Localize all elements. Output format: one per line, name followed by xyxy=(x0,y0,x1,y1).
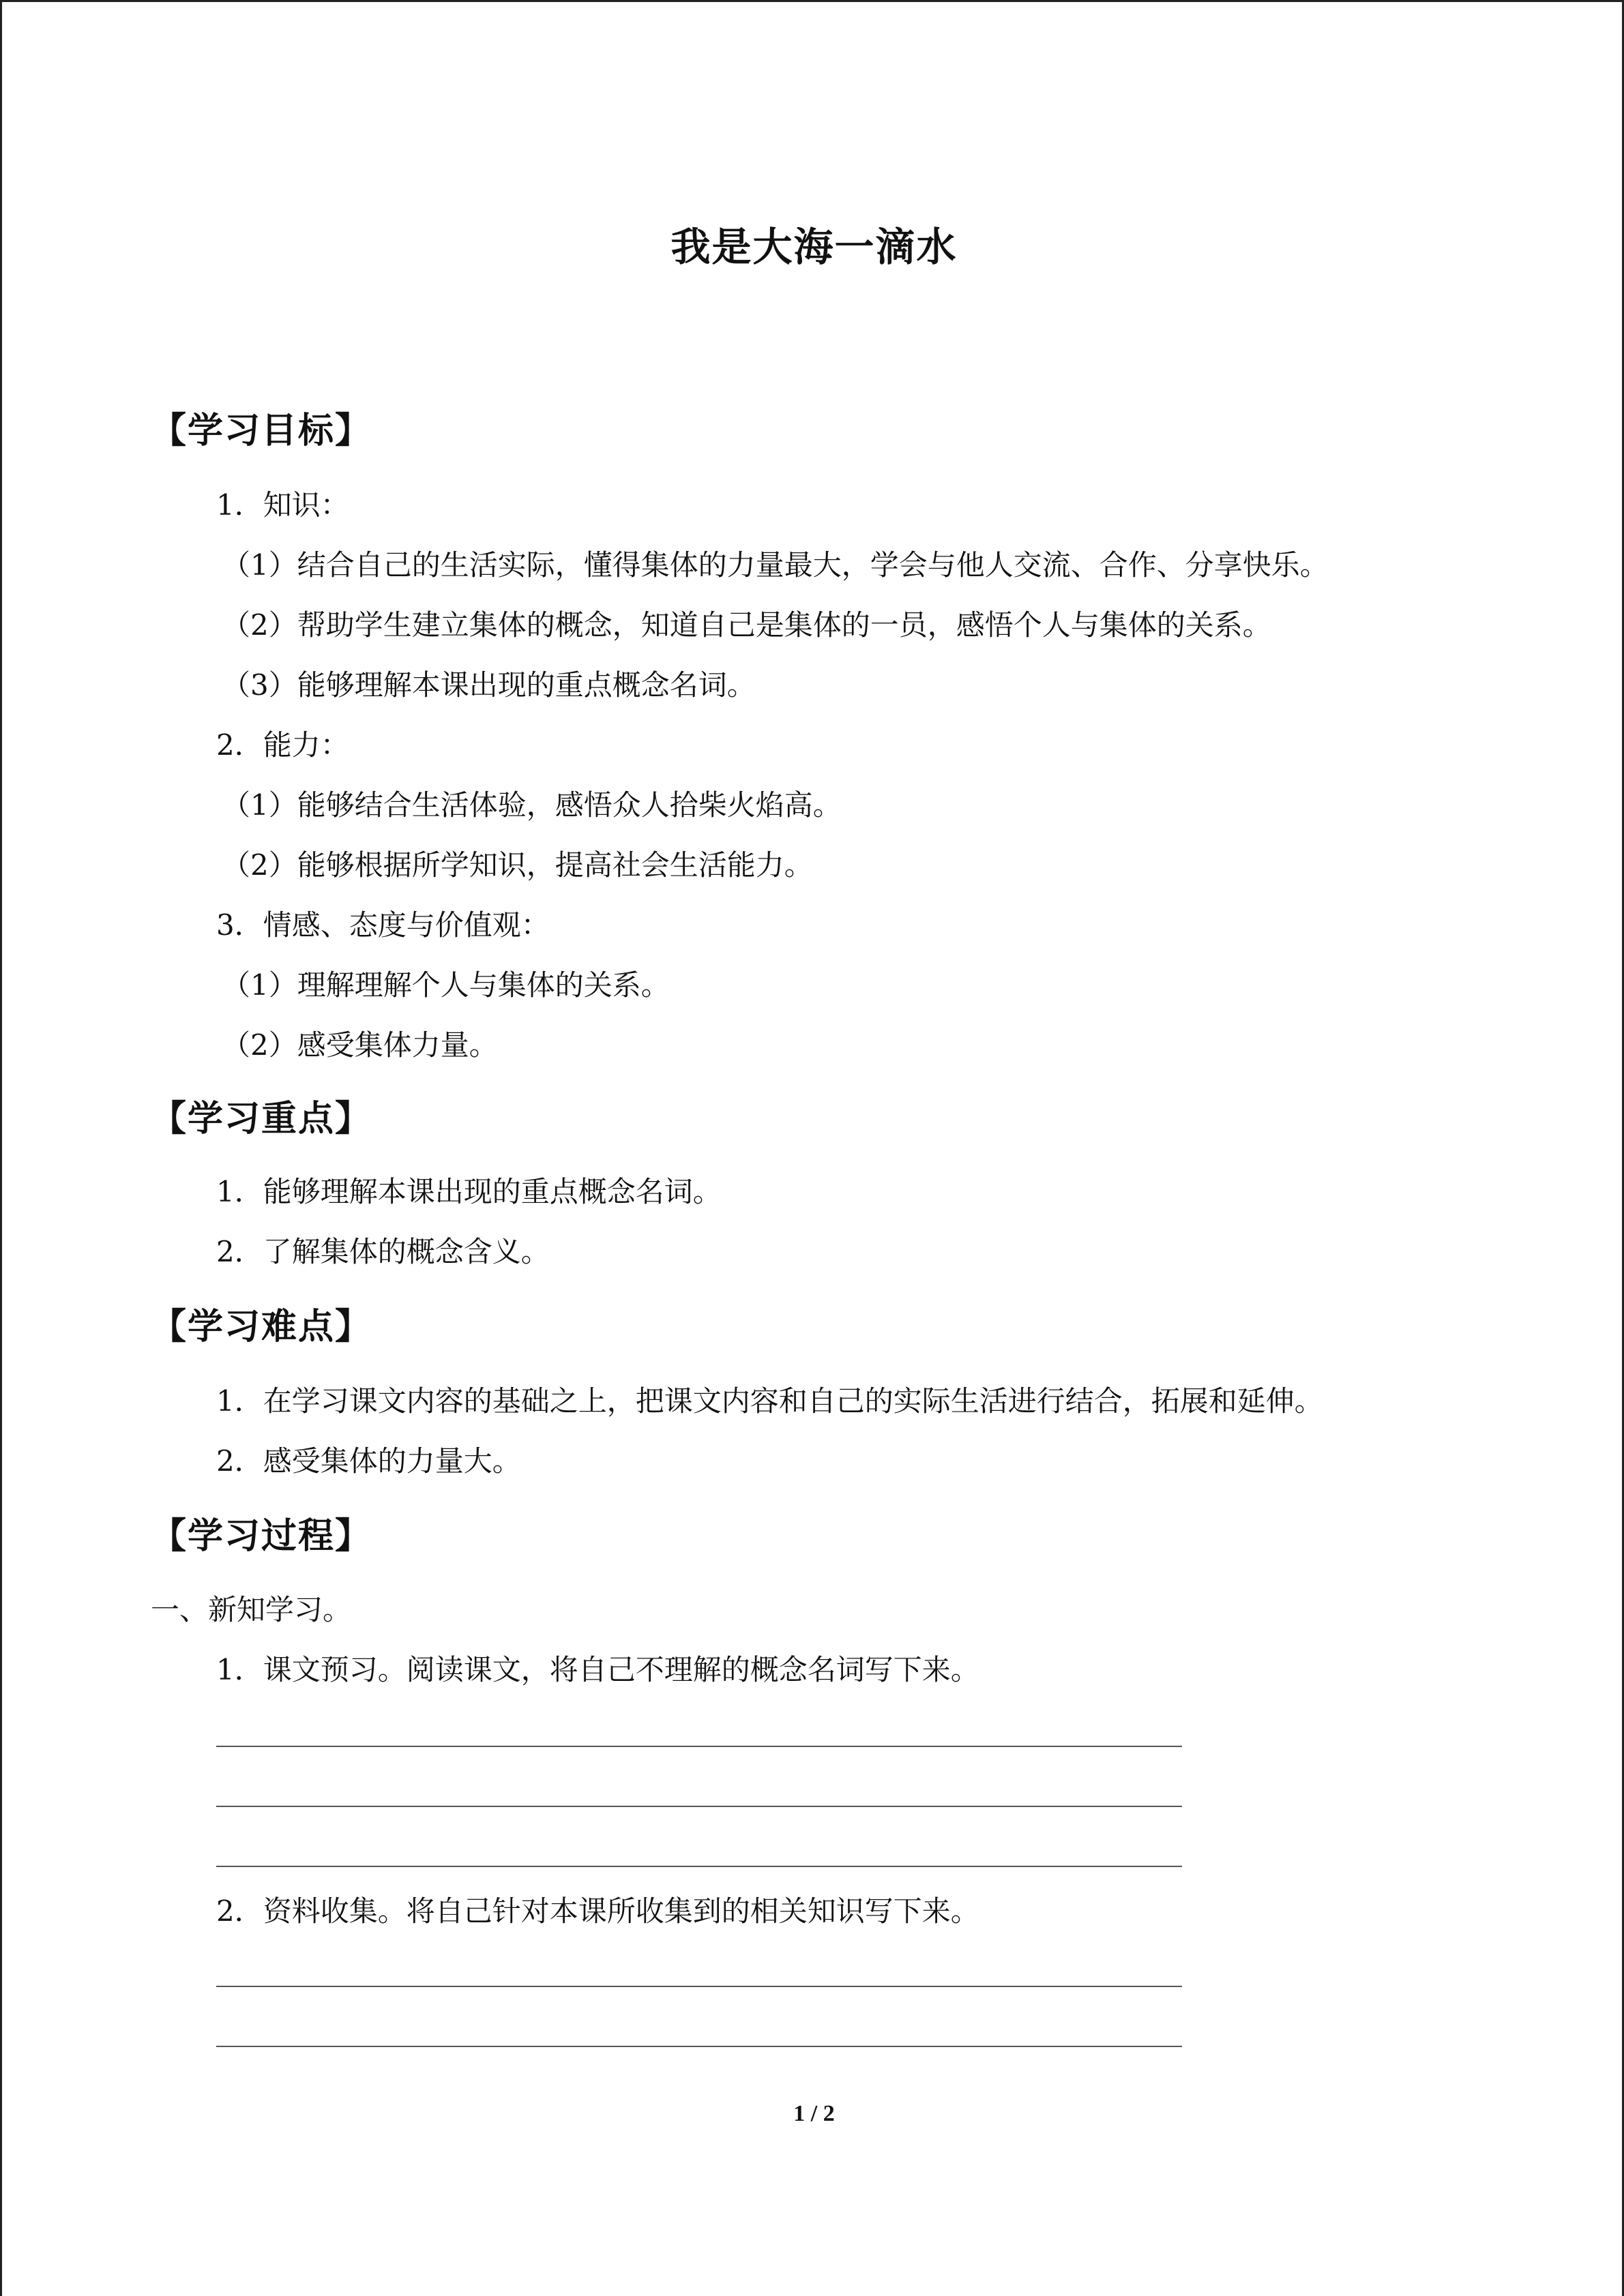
goal-item: 3．情感、态度与价值观： xyxy=(216,908,550,942)
answer-line[interactable] xyxy=(216,2046,1182,2047)
answer-line[interactable] xyxy=(216,1986,1182,1987)
answer-line[interactable] xyxy=(216,1806,1182,1807)
process-task: 2．资料收集。将自己针对本课所收集到的相关知识写下来。 xyxy=(216,1894,979,1928)
heading-key-points: 【学习重点】 xyxy=(151,1099,372,1139)
key-point-item: 2．了解集体的概念含义。 xyxy=(216,1235,550,1268)
heading-difficulties: 【学习难点】 xyxy=(151,1307,372,1347)
process-task: 1．课文预习。阅读课文，将自己不理解的概念名词写下来。 xyxy=(216,1653,979,1686)
goal-item: （2）帮助学生建立集体的概念，知道自己是集体的一员，感悟个人与集体的关系。 xyxy=(222,608,1271,642)
goal-item: 1．知识： xyxy=(216,488,349,522)
process-part-heading: 一、新知学习。 xyxy=(151,1593,352,1626)
goal-item: （3）能够理解本课出现的重点概念名词。 xyxy=(222,668,756,702)
goal-item: （1）理解理解个人与集体的关系。 xyxy=(222,968,670,1002)
goal-item: （1）能够结合生活体验，感悟众人拾柴火焰高。 xyxy=(222,788,842,822)
goal-item: 2．能力： xyxy=(216,728,349,762)
goal-item: （2）感受集体力量。 xyxy=(222,1028,498,1062)
key-point-item: 1．能够理解本课出现的重点概念名词。 xyxy=(216,1175,722,1208)
answer-line[interactable] xyxy=(216,1746,1182,1747)
difficulty-item: 2．感受集体的力量大。 xyxy=(216,1444,521,1478)
difficulty-item: 1．在学习课文内容的基础之上，把课文内容和自己的实际生活进行结合，拓展和延伸。 xyxy=(216,1384,1323,1418)
page-number: 1 / 2 xyxy=(793,2101,835,2126)
goal-item: （1）结合自己的生活实际，懂得集体的力量最大，学会与他人交流、合作、分享快乐。 xyxy=(222,548,1329,582)
answer-line[interactable] xyxy=(216,1866,1182,1867)
page-title: 我是大海一滴水 xyxy=(670,224,958,270)
heading-learning-process: 【学习过程】 xyxy=(151,1516,372,1557)
heading-learning-goals: 【学习目标】 xyxy=(151,411,372,451)
goal-item: （2）能够根据所学知识，提高社会生活能力。 xyxy=(222,848,813,882)
